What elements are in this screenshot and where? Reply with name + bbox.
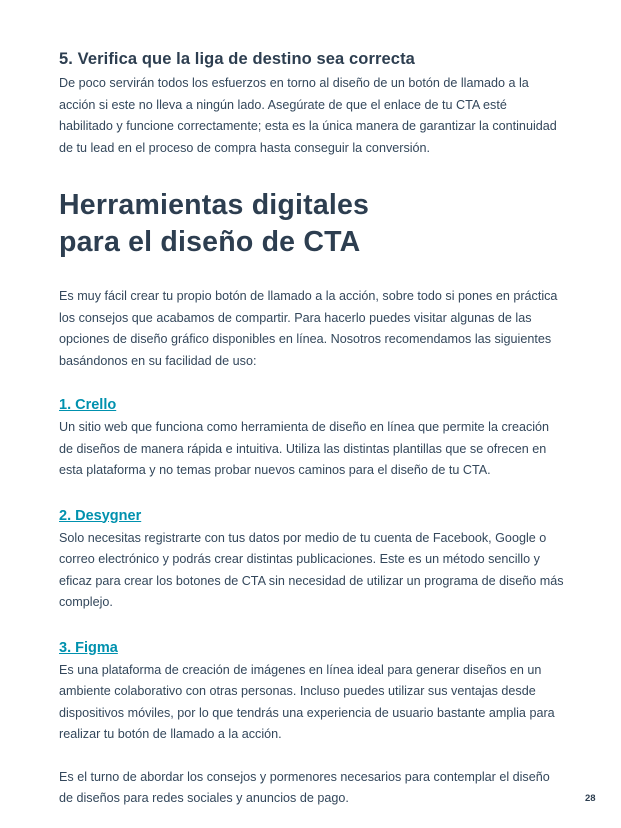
tool-body-crello: Un sitio web que funciona como herramienta de diseño en línea que permite la creación de diseños de manera rápida e intuitiva. Utiliza las distintas plantillas que se ofrecen en esta plataforma y no temas probar nuevos caminos para el diseño de tu CTA. — [59, 420, 550, 477]
tools-heading-line-2: para el diseño de CTA — [59, 226, 361, 258]
tool-link-desygner[interactable]: 2. Desygner — [59, 507, 142, 524]
tools-intro: Es muy fácil crear tu propio botón de llamado a la acción, sobre todo si pones en práctica los consejos que acabamos de compartir. Para hacerlo puedes visitar algunas de las opciones de diseño gráfico disponibles en línea. Nosotros recomendamos las siguientes basándonos en su facilidad de uso: — [59, 289, 558, 368]
document-page — [59, 48, 564, 810]
tool-body-desygner: Solo necesitas registrarte con tus datos por medio de tu cuenta de Facebook, Google o correo electrónico y podrás crear distintas publicaciones. Este es un método sencillo y eficaz para crear los botones de CTA sin necesidad de utilizar un programa de diseño más complejo. — [59, 530, 564, 609]
tool-link-crello[interactable]: 1. Crello — [59, 397, 117, 413]
section-5-heading: 5. Verifica que la liga de destino sea correcta — [59, 50, 415, 68]
closing-paragraph: Es el turno de abordar los consejos y pormenores necesarios para contemplar el diseño de diseños para redes sociales y anuncios de pago. — [59, 769, 550, 805]
page-number: 28 — [585, 793, 596, 804]
tool-item-figma — [59, 638, 564, 746]
tools-heading-line-1: Herramientas digitales — [59, 189, 370, 221]
tool-item-desygner — [59, 506, 564, 614]
tool-body-figma: Es una plataforma de creación de imágenes en línea ideal para generar diseños en un ambiente colaborativo con otras personas. Incluso puedes utilizar sus ventajas desde dispositivos móviles, por lo que tendrás una experiencia de usuario bastante amplia para realizar tu botón de llamado a la acción. — [59, 662, 555, 741]
tool-link-figma[interactable]: 3. Figma — [59, 639, 118, 656]
section-5-body: De poco servirán todos los esfuerzos en torno al diseño de un botón de llamado a la acción si este no lleva a ningún lado. Asegúrate de que el enlace de tu CTA esté habilitado y funcione correctamente; esta es la única manera de garantizar la continuidad de tu lead en el proceso de compra hasta conseguir la conversión. — [59, 76, 557, 155]
tool-item-crello — [59, 395, 564, 482]
tools-section-heading — [59, 187, 564, 261]
